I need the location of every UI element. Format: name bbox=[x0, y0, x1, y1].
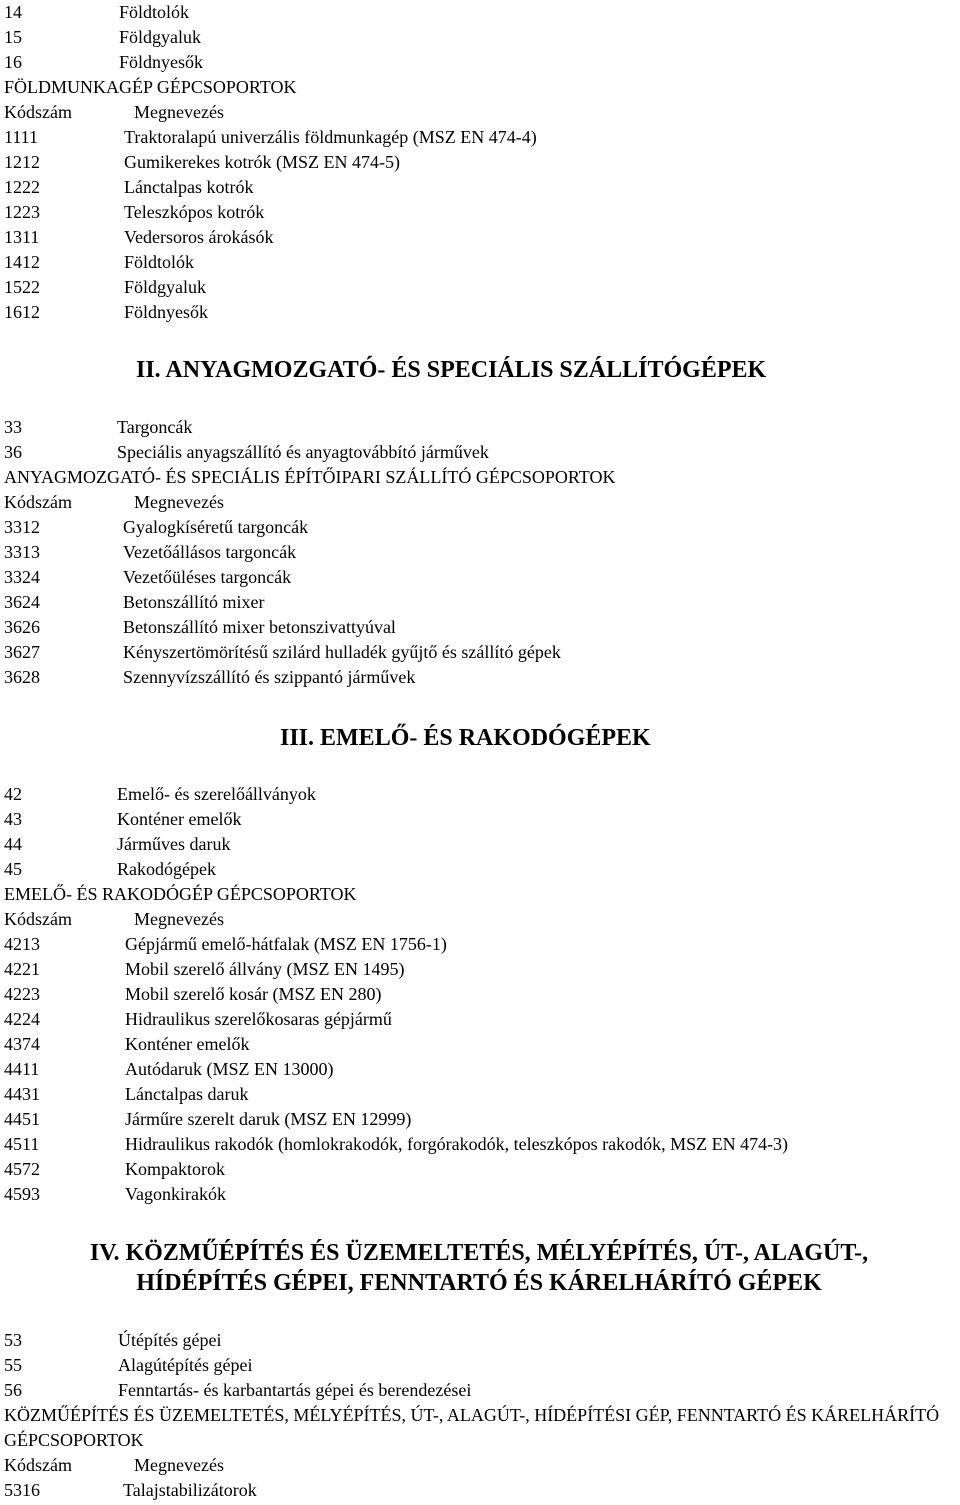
header-name: Megnevezés bbox=[134, 1455, 224, 1475]
group-row bbox=[4, 1107, 788, 1132]
group-name: Gumikerekes kotrók (MSZ EN 474-5) bbox=[124, 152, 400, 172]
category-list-2 bbox=[4, 415, 489, 465]
header-name: Megnevezés bbox=[134, 102, 224, 122]
category-code: 43 bbox=[4, 809, 22, 829]
header-code: Kódszám bbox=[4, 909, 72, 929]
group-row bbox=[4, 590, 561, 615]
header-code: Kódszám bbox=[4, 102, 72, 122]
category-code: 36 bbox=[4, 442, 22, 462]
category-name: Emelő- és szerelőállványok bbox=[117, 784, 316, 804]
group-row bbox=[4, 982, 788, 1007]
category-row bbox=[4, 50, 203, 75]
category-code: 56 bbox=[4, 1380, 22, 1400]
group-name: Vezetőüléses targoncák bbox=[123, 567, 292, 587]
category-code: 53 bbox=[4, 1330, 22, 1350]
group-name: Földtolók bbox=[124, 252, 195, 272]
group-name: Vedersoros árokásók bbox=[124, 227, 274, 247]
group-row bbox=[4, 1057, 788, 1082]
category-code: 55 bbox=[4, 1355, 22, 1375]
group-name: Földnyesők bbox=[124, 302, 209, 322]
group-row bbox=[4, 225, 537, 250]
category-code: 14 bbox=[4, 2, 22, 22]
group-row bbox=[4, 615, 561, 640]
group-code: 4593 bbox=[4, 1184, 40, 1204]
group-row bbox=[4, 1182, 788, 1207]
category-name: Targoncák bbox=[117, 417, 193, 437]
group-code: 1222 bbox=[4, 177, 40, 197]
section-heading-3: III. EMELŐ- ÉS RAKODÓGÉPEK bbox=[280, 725, 651, 751]
group-row bbox=[4, 1157, 788, 1182]
category-name: Földnyesők bbox=[119, 52, 204, 72]
header-name: Megnevezés bbox=[134, 909, 224, 929]
group-name: Vezetőállásos targoncák bbox=[123, 542, 297, 562]
group-list-4 bbox=[4, 1478, 257, 1503]
group-name: Gépjármű emelő-hátfalak (MSZ EN 1756-1) bbox=[125, 934, 447, 954]
category-name: Rakodógépek bbox=[117, 859, 216, 879]
group-row bbox=[4, 1032, 788, 1057]
group-code: 1212 bbox=[4, 152, 40, 172]
group-title-3: EMELŐ- ÉS RAKODÓGÉP GÉPCSOPORTOK bbox=[4, 884, 357, 904]
group-name: Konténer emelők bbox=[125, 1034, 250, 1054]
group-title-4: KÖZMŰÉPÍTÉS ÉS ÜZEMELTETÉS, MÉLYÉPÍTÉS, ÚT-, ALAGÚT-, HÍDÉPÍTÉSI GÉP, FENNTARTÓ ÉS KÁRELHÁRÍTÓ GÉPCSOPORTOK bbox=[4, 1405, 940, 1450]
group-row bbox=[4, 175, 537, 200]
group-row bbox=[4, 125, 537, 150]
group-row bbox=[4, 565, 561, 590]
group-code: 1311 bbox=[4, 227, 40, 247]
category-list-3 bbox=[4, 782, 316, 882]
group-code: 4213 bbox=[4, 934, 40, 954]
category-row bbox=[4, 807, 316, 832]
group-name: Betonszállító mixer betonszivattyúval bbox=[123, 617, 396, 637]
group-name: Földgyaluk bbox=[124, 277, 207, 297]
category-name: Útépítés gépei bbox=[118, 1330, 222, 1350]
category-row bbox=[4, 440, 489, 465]
group-code: 5316 bbox=[4, 1480, 40, 1500]
group-code: 3627 bbox=[4, 642, 40, 662]
group-code: 1612 bbox=[4, 302, 40, 322]
category-name: Járműves daruk bbox=[117, 834, 231, 854]
group-row bbox=[4, 250, 537, 275]
category-row bbox=[4, 1353, 471, 1378]
group-row bbox=[4, 1007, 788, 1032]
category-code: 44 bbox=[4, 834, 22, 854]
table-header-2 bbox=[4, 490, 224, 515]
category-code: 15 bbox=[4, 27, 22, 47]
group-code: 3628 bbox=[4, 667, 40, 687]
group-code: 4511 bbox=[4, 1134, 40, 1154]
group-title-2: ANYAGMOZGATÓ- ÉS SPECIÁLIS ÉPÍTŐIPARI SZÁLLÍTÓ GÉPCSOPORTOK bbox=[4, 467, 616, 487]
category-name: Földtolók bbox=[119, 2, 190, 22]
group-row bbox=[4, 540, 561, 565]
group-code: 1223 bbox=[4, 202, 40, 222]
group-code: 3313 bbox=[4, 542, 40, 562]
category-row bbox=[4, 415, 489, 440]
group-name: Traktoralapú univerzális földmunkagép (MSZ EN 474-4) bbox=[124, 127, 537, 147]
group-code: 3312 bbox=[4, 517, 40, 537]
group-name: Vagonkirakók bbox=[125, 1184, 226, 1204]
group-code: 4572 bbox=[4, 1159, 40, 1179]
category-name: Földgyaluk bbox=[119, 27, 202, 47]
group-row bbox=[4, 640, 561, 665]
group-name: Lánctalpas daruk bbox=[125, 1084, 249, 1104]
category-name: Speciális anyagszállító és anyagtovábbító járművek bbox=[117, 442, 489, 462]
group-title-1: FÖLDMUNKAGÉP GÉPCSOPORTOK bbox=[4, 77, 297, 97]
category-row bbox=[4, 25, 203, 50]
category-list-4 bbox=[4, 1328, 471, 1403]
group-name: Mobil szerelő állvány (MSZ EN 1495) bbox=[125, 959, 405, 979]
table-header-4 bbox=[4, 1453, 224, 1478]
group-code: 1522 bbox=[4, 277, 40, 297]
header-code: Kódszám bbox=[4, 492, 72, 512]
section-heading-4-line1: IV. KÖZMŰÉPÍTÉS ÉS ÜZEMELTETÉS, MÉLYÉPÍTÉS, ÚT-, ALAGÚT-, bbox=[89, 1240, 869, 1266]
group-code: 4411 bbox=[4, 1059, 40, 1079]
group-name: Gyalogkíséretű targoncák bbox=[123, 517, 309, 537]
group-list-3 bbox=[4, 932, 788, 1207]
group-row bbox=[4, 150, 537, 175]
group-row bbox=[4, 1478, 257, 1503]
group-code: 4221 bbox=[4, 959, 40, 979]
group-code: 4374 bbox=[4, 1034, 40, 1054]
group-row bbox=[4, 515, 561, 540]
category-row bbox=[4, 782, 316, 807]
category-name: Alagútépítés gépei bbox=[118, 1355, 253, 1375]
table-header-1 bbox=[4, 100, 224, 125]
group-code: 1111 bbox=[4, 127, 38, 147]
group-row bbox=[4, 957, 788, 982]
category-name: Konténer emelők bbox=[117, 809, 242, 829]
group-code: 1412 bbox=[4, 252, 40, 272]
group-row bbox=[4, 932, 788, 957]
group-row bbox=[4, 1082, 788, 1107]
group-name: Lánctalpas kotrók bbox=[124, 177, 254, 197]
group-code: 4451 bbox=[4, 1109, 40, 1129]
group-list-2 bbox=[4, 515, 561, 690]
section-heading-2: II. ANYAGMOZGATÓ- ÉS SPECIÁLIS SZÁLLÍTÓGÉPEK bbox=[136, 357, 767, 383]
category-row bbox=[4, 832, 316, 857]
category-row bbox=[4, 0, 203, 25]
group-name: Mobil szerelő kosár (MSZ EN 280) bbox=[125, 984, 382, 1004]
group-code: 4224 bbox=[4, 1009, 40, 1029]
category-code: 16 bbox=[4, 52, 22, 72]
group-name: Kényszertömörítésű szilárd hulladék gyűjtő és szállító gépek bbox=[123, 642, 561, 662]
category-list-1 bbox=[4, 0, 203, 75]
group-name: Járműre szerelt daruk (MSZ EN 12999) bbox=[125, 1109, 412, 1129]
section-heading-4-line2: HÍDÉPÍTÉS GÉPEI, FENNTARTÓ ÉS KÁRELHÁRÍTÓ GÉPEK bbox=[136, 1270, 822, 1296]
group-code: 3324 bbox=[4, 567, 40, 587]
category-code: 42 bbox=[4, 784, 22, 804]
category-row bbox=[4, 1378, 471, 1403]
group-list-1 bbox=[4, 125, 537, 325]
group-row bbox=[4, 300, 537, 325]
group-code: 3624 bbox=[4, 592, 40, 612]
group-row bbox=[4, 275, 537, 300]
category-code: 45 bbox=[4, 859, 22, 879]
group-code: 4431 bbox=[4, 1084, 40, 1104]
section-heading-4 bbox=[4, 1238, 954, 1298]
group-row bbox=[4, 1132, 788, 1157]
group-name: Hidraulikus szerelőkosaras gépjármű bbox=[125, 1009, 392, 1029]
header-code: Kódszám bbox=[4, 1455, 72, 1475]
group-name: Hidraulikus rakodók (homlokrakodók, forgórakodók, teleszkópos rakodók, MSZ EN 474-3) bbox=[125, 1134, 789, 1154]
group-row bbox=[4, 200, 537, 225]
group-name: Betonszállító mixer bbox=[123, 592, 265, 612]
group-name: Talajstabilizátorok bbox=[123, 1480, 257, 1500]
group-code: 3626 bbox=[4, 617, 40, 637]
group-name: Szennyvízszállító és szippantó járművek bbox=[123, 667, 416, 687]
group-name: Teleszkópos kotrók bbox=[124, 202, 265, 222]
category-name: Fenntartás- és karbantartás gépei és berendezései bbox=[118, 1380, 472, 1400]
group-code: 4223 bbox=[4, 984, 40, 1004]
category-code: 33 bbox=[4, 417, 22, 437]
group-name: Kompaktorok bbox=[125, 1159, 225, 1179]
group-name: Autódaruk (MSZ EN 13000) bbox=[125, 1059, 334, 1079]
category-row bbox=[4, 857, 316, 882]
header-name: Megnevezés bbox=[134, 492, 224, 512]
group-row bbox=[4, 665, 561, 690]
table-header-3 bbox=[4, 907, 224, 932]
category-row bbox=[4, 1328, 471, 1353]
